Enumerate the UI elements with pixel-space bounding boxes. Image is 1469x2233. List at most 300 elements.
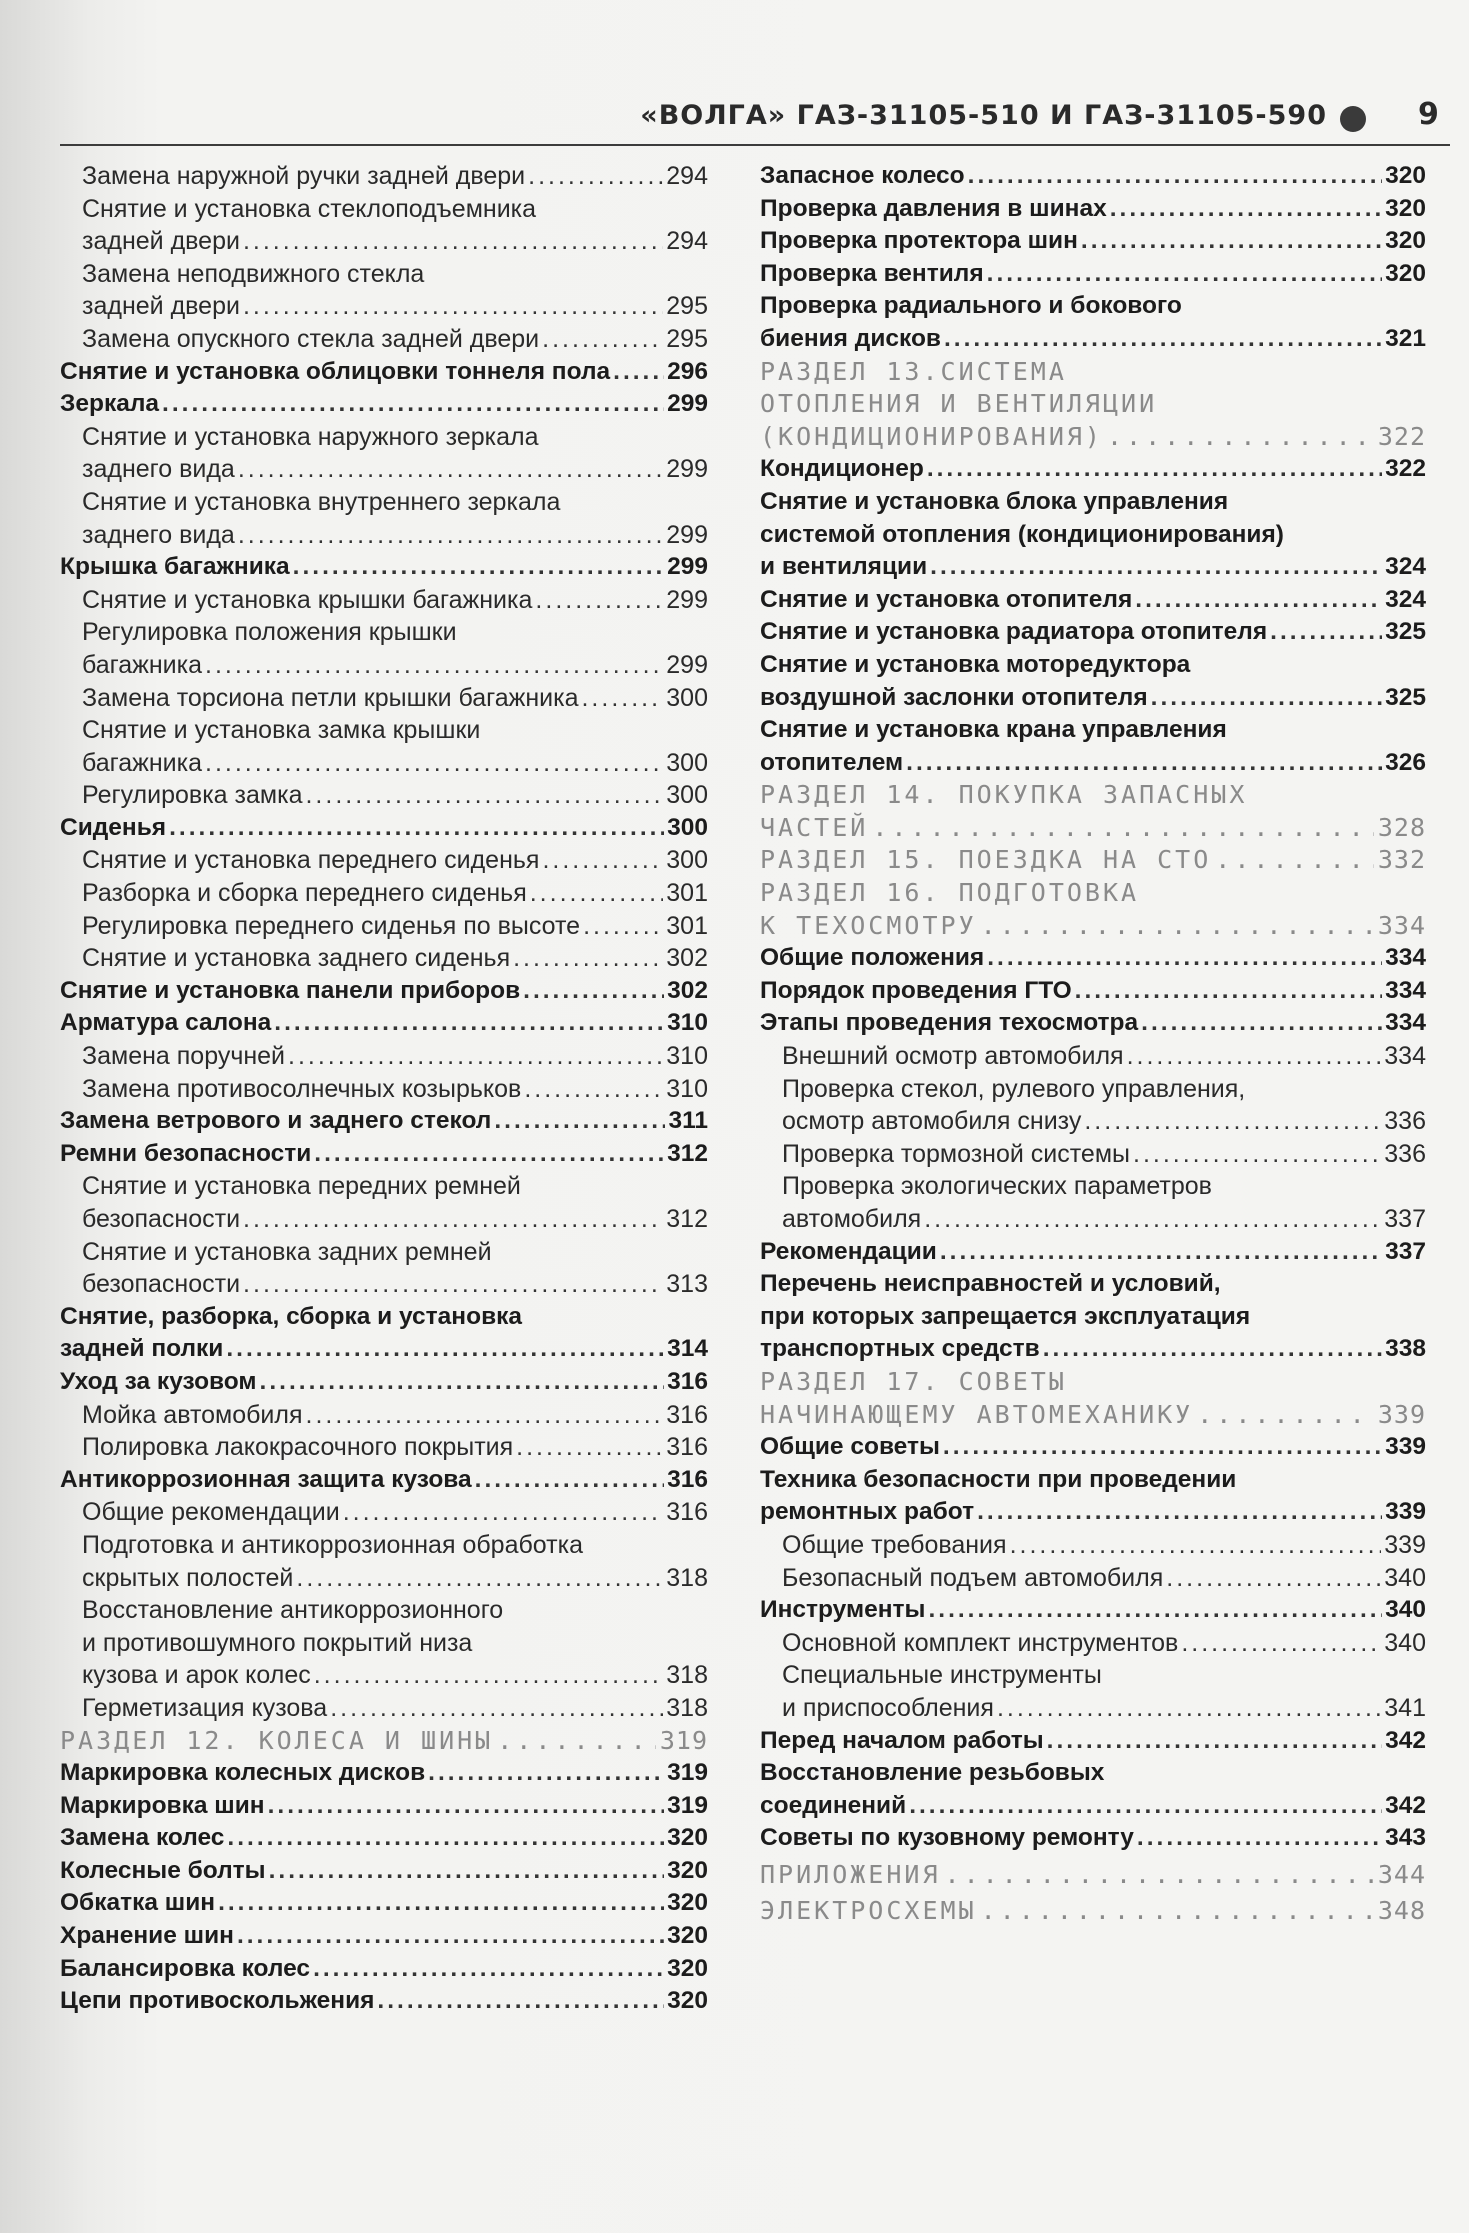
toc-page-number: 295	[666, 292, 708, 321]
toc-entry[interactable]	[760, 1496, 1426, 1529]
toc-subentry[interactable]	[60, 453, 708, 486]
toc-dot-leader	[205, 747, 663, 780]
toc-entry[interactable]	[760, 1464, 1426, 1497]
toc-entry-title: Цепи противоскольжения	[60, 1987, 375, 2015]
toc-dot-leader	[293, 551, 664, 584]
toc-entry[interactable]	[760, 453, 1426, 486]
toc-entry-title: Проверка стекол, рулевого управления,	[782, 1074, 1246, 1103]
toc-subentry[interactable]	[760, 1203, 1426, 1236]
toc-entry-title: безопасности	[82, 1205, 241, 1233]
toc-section-heading[interactable]	[760, 1859, 1426, 1892]
toc-dot-leader	[162, 388, 664, 421]
toc-dot-leader	[1181, 1627, 1381, 1660]
toc-subentry[interactable]	[60, 1170, 708, 1203]
toc-subentry[interactable]	[60, 779, 708, 812]
toc-dot-leader	[528, 160, 663, 193]
toc-page-number: 299	[666, 650, 708, 679]
toc-entry-title: Обкатка шин	[60, 1889, 216, 1917]
toc-subentry[interactable]	[60, 747, 708, 780]
toc-entry-title: Общие рекомендации	[82, 1498, 340, 1527]
toc-page-number: 320	[667, 1824, 708, 1852]
header-bullet-icon	[1340, 106, 1366, 132]
toc-dot-leader	[583, 910, 663, 943]
toc-page-number: 316	[667, 1367, 708, 1395]
toc-entry[interactable]	[760, 649, 1426, 682]
toc-dot-leader	[305, 779, 663, 812]
toc-dot-leader	[205, 649, 663, 682]
toc-entry-title: Проверка давления в шинах	[760, 194, 1107, 222]
toc-entry-title: Инструменты	[760, 1596, 926, 1624]
toc-dot-leader	[944, 323, 1382, 356]
toc-page-number: 318	[666, 1563, 708, 1592]
toc-subentry[interactable]	[60, 714, 708, 747]
toc-entry[interactable]	[760, 551, 1426, 584]
toc-entry-title: Снятие и установка заднего сиденья	[82, 944, 511, 973]
toc-entry-title: Замена неподвижного стекла	[82, 259, 425, 288]
toc-dot-leader	[1166, 1562, 1381, 1595]
toc-dot-leader	[945, 1859, 1374, 1892]
toc-dot-leader	[268, 1790, 665, 1823]
toc-entry[interactable]	[760, 975, 1426, 1008]
toc-entry-title: Снятие и установка переднего сиденья	[82, 846, 540, 875]
toc-dot-leader	[1141, 1007, 1382, 1040]
toc-section-heading[interactable]	[760, 356, 1426, 389]
toc-page-number: 320	[667, 1954, 708, 1982]
toc-page-number: 325	[1385, 683, 1426, 711]
toc-section-heading[interactable]	[760, 844, 1426, 877]
toc-entry[interactable]	[60, 1855, 708, 1888]
toc-subentry[interactable]	[760, 1659, 1426, 1692]
toc-dot-leader	[1215, 844, 1374, 877]
toc-dot-leader	[243, 225, 663, 258]
toc-dot-leader	[530, 877, 664, 910]
toc-section-heading[interactable]	[760, 1366, 1426, 1399]
toc-entry-title: Перед началом работы	[760, 1726, 1044, 1754]
toc-subentry[interactable]	[760, 1170, 1426, 1203]
toc-entry-title: Разборка и сборка переднего сиденья	[82, 879, 527, 908]
toc-entry[interactable]	[760, 1822, 1426, 1855]
toc-entry-title: Замена колес	[60, 1824, 225, 1852]
toc-entry[interactable]	[760, 1725, 1426, 1758]
toc-dot-leader	[535, 584, 663, 617]
toc-entry-title: Колесные болты	[60, 1856, 266, 1884]
toc-entry-title: задней полки	[60, 1335, 224, 1363]
toc-subentry[interactable]	[60, 1692, 708, 1725]
toc-subentry[interactable]	[60, 519, 708, 552]
toc-dot-leader	[475, 1464, 664, 1497]
toc-entry[interactable]	[760, 225, 1426, 258]
toc-dot-leader	[243, 290, 663, 323]
toc-entry[interactable]	[760, 258, 1426, 291]
toc-page-number: 300	[666, 683, 708, 712]
toc-subentry[interactable]	[60, 942, 708, 975]
toc-dot-leader	[1110, 193, 1382, 226]
toc-entry[interactable]	[60, 975, 708, 1008]
toc-page-number: 340	[1385, 1596, 1426, 1624]
toc-entry-title: и противошумного покрытий низа	[82, 1628, 473, 1657]
toc-entry[interactable]	[60, 1105, 708, 1138]
toc-dot-leader	[987, 258, 1382, 291]
toc-entry[interactable]	[60, 1953, 708, 1986]
toc-dot-leader	[238, 453, 663, 486]
toc-dot-leader	[981, 1895, 1374, 1928]
toc-page-number: 299	[667, 553, 708, 581]
toc-entry-title: и вентиляции	[760, 553, 928, 581]
toc-dot-leader	[1127, 1040, 1382, 1073]
toc-subentry[interactable]	[760, 1529, 1426, 1562]
toc-entry[interactable]	[760, 486, 1426, 519]
toc-entry[interactable]	[760, 1757, 1426, 1790]
toc-entry-title: Общие требования	[782, 1530, 1007, 1559]
toc-page-number: 316	[666, 1498, 708, 1527]
toc-entry-title: осмотр автомобиля снизу	[782, 1107, 1082, 1136]
page-number: 9	[1418, 97, 1439, 132]
toc-page-number: 340	[1384, 1628, 1426, 1657]
toc-entry[interactable]	[60, 388, 708, 421]
toc-section-heading[interactable]	[760, 812, 1426, 845]
toc-page-number: 319	[659, 1725, 708, 1755]
toc-entry[interactable]	[760, 193, 1426, 226]
toc-entry-title: соединений	[760, 1791, 907, 1819]
toc-entry[interactable]	[60, 1301, 708, 1334]
toc-page-number: 337	[1385, 1237, 1426, 1265]
toc-dot-leader	[928, 1594, 1382, 1627]
toc-entry[interactable]	[760, 584, 1426, 617]
toc-subentry[interactable]	[760, 1627, 1426, 1660]
toc-entry-title: Полировка лакокрасочного покрытия	[82, 1433, 514, 1462]
toc-page-number: 336	[1384, 1139, 1426, 1168]
toc-dot-leader	[524, 1073, 663, 1106]
toc-dot-leader	[987, 942, 1382, 975]
toc-entry-title: багажника	[82, 748, 203, 777]
toc-page-number: 342	[1385, 1726, 1426, 1754]
toc-entry[interactable]	[760, 1790, 1426, 1823]
toc-entry[interactable]	[760, 747, 1426, 780]
toc-entry-title: Безопасный подъем автомобиля	[782, 1563, 1164, 1592]
toc-entry-title: Замена поручней	[82, 1042, 286, 1071]
toc-entry-title: Уход за кузовом	[60, 1367, 257, 1395]
toc-entry[interactable]	[60, 1333, 708, 1366]
toc-page-number: 340	[1384, 1563, 1426, 1592]
toc-section-heading[interactable]	[760, 779, 1426, 812]
toc-page-number: 314	[667, 1335, 708, 1363]
toc-entry-title: Хранение шин	[60, 1922, 234, 1950]
toc-entry-title: Снятие и установка стеклоподъемника	[82, 194, 537, 223]
toc-subentry[interactable]	[60, 225, 708, 258]
toc-entry[interactable]	[60, 812, 708, 845]
toc-dot-leader	[314, 1138, 664, 1171]
toc-section-heading[interactable]	[760, 877, 1426, 910]
toc-entry-title: ОТОПЛЕНИЯ И ВЕНТИЛЯЦИИ	[760, 389, 1158, 419]
toc-dot-leader	[243, 1203, 663, 1236]
toc-page-number: 348	[1377, 1896, 1426, 1926]
toc-subentry[interactable]	[60, 421, 708, 454]
toc-dot-leader	[169, 812, 664, 845]
toc-entry[interactable]	[760, 1333, 1426, 1366]
toc-subentry[interactable]	[60, 1659, 708, 1692]
toc-page-number: 318	[666, 1693, 708, 1722]
toc-page-number: 344	[1377, 1859, 1426, 1889]
toc-page-number: 321	[1385, 324, 1426, 352]
toc-dot-leader	[1047, 1725, 1382, 1758]
toc-entry[interactable]	[760, 616, 1426, 649]
toc-dot-leader	[542, 323, 663, 356]
toc-page-number: 320	[667, 1856, 708, 1884]
toc-dot-leader	[306, 1399, 664, 1432]
toc-page-number: 332	[1377, 845, 1426, 875]
toc-subentry[interactable]	[60, 1431, 708, 1464]
toc-page-number: 299	[666, 455, 708, 484]
toc-page-number: 320	[667, 1922, 708, 1950]
toc-entry-title: биения дисков	[760, 324, 941, 352]
toc-entry[interactable]	[760, 519, 1426, 552]
toc-dot-leader	[1270, 616, 1382, 649]
toc-entry[interactable]	[60, 551, 708, 584]
toc-page-number: 326	[1385, 748, 1426, 776]
toc-entry[interactable]	[760, 1301, 1426, 1334]
toc-page-number: 299	[666, 520, 708, 549]
toc-dot-leader	[314, 1659, 664, 1692]
toc-page-number: 319	[667, 1759, 708, 1787]
toc-entry[interactable]	[760, 942, 1426, 975]
toc-entry[interactable]	[60, 1920, 708, 1953]
toc-entry-title: Регулировка замка	[82, 781, 303, 810]
toc-subentry[interactable]	[60, 910, 708, 943]
toc-page-number: 294	[666, 227, 708, 256]
toc-dot-leader	[930, 551, 1382, 584]
toc-entry-title: РАЗДЕЛ 17. СОВЕТЫ	[760, 1366, 1067, 1396]
toc-entry-title: Подготовка и антикоррозионная обработка	[82, 1530, 583, 1559]
toc-dot-leader	[1107, 421, 1374, 454]
toc-dot-leader	[226, 1333, 664, 1366]
toc-entry-title: транспортных средств	[760, 1335, 1040, 1363]
toc-dot-leader	[1135, 584, 1382, 617]
toc-dot-leader	[981, 910, 1374, 943]
toc-entry-title: скрытых полостей	[82, 1563, 294, 1592]
toc-section-heading[interactable]	[760, 1399, 1426, 1432]
toc-entry-title: Замена ветрового и заднего стекол	[60, 1107, 492, 1135]
toc-section-heading[interactable]	[760, 421, 1426, 454]
toc-page-number: 302	[667, 976, 708, 1004]
toc-subentry[interactable]	[60, 1203, 708, 1236]
toc-entry-title: Проверка экологических параметров	[782, 1172, 1212, 1201]
toc-entry-title: ремонтных работ	[760, 1498, 975, 1526]
toc-subentry[interactable]	[60, 193, 708, 226]
toc-subentry[interactable]	[60, 290, 708, 323]
toc-subentry[interactable]	[760, 1692, 1426, 1725]
toc-entry-title: Снятие и установка передних ремней	[82, 1172, 521, 1201]
toc-section-heading[interactable]	[760, 1895, 1426, 1928]
toc-entry-title: заднего вида	[82, 520, 235, 549]
toc-page-number: 322	[1385, 455, 1426, 483]
toc-page-number: 320	[1385, 227, 1426, 255]
toc-dot-leader	[288, 1040, 663, 1073]
toc-dot-leader	[238, 519, 663, 552]
toc-section-heading[interactable]	[60, 1725, 708, 1758]
toc-subentry[interactable]	[60, 160, 708, 193]
toc-entry[interactable]	[760, 714, 1426, 747]
toc-dot-leader	[1133, 1138, 1381, 1171]
toc-subentry[interactable]	[760, 1040, 1426, 1073]
toc-dot-leader	[227, 1822, 664, 1855]
toc-entry[interactable]	[60, 356, 708, 389]
toc-subentry[interactable]	[60, 616, 708, 649]
toc-dot-leader	[872, 812, 1374, 845]
toc-dot-leader	[237, 1920, 664, 1953]
toc-entry-title: Снятие и установка задних ремней	[82, 1237, 492, 1266]
toc-page-number: 325	[1385, 618, 1426, 646]
toc-subentry[interactable]	[60, 1268, 708, 1301]
toc-entry[interactable]	[760, 323, 1426, 356]
toc-subentry[interactable]	[760, 1562, 1426, 1595]
toc-subentry[interactable]	[60, 1040, 708, 1073]
toc-section-heading[interactable]	[760, 388, 1426, 421]
toc-entry-title: Общие положения	[760, 944, 985, 972]
toc-entry-title: Балансировка колес	[60, 1954, 311, 1982]
toc-entry-title: Снятие и установка блока управления	[760, 487, 1229, 515]
toc-subentry[interactable]	[60, 1073, 708, 1106]
toc-subentry[interactable]	[60, 1562, 708, 1595]
toc-entry-title: задней двери	[82, 292, 240, 321]
running-header-title: «ВОЛГА» ГАЗ-31105-510 И ГАЗ-31105-590	[640, 100, 1327, 131]
toc-entry-title: Перечень неисправностей и условий,	[760, 1270, 1221, 1298]
toc-entry-title: Антикоррозионная защита кузова	[60, 1465, 472, 1493]
toc-subentry[interactable]	[60, 258, 708, 291]
toc-page-number: 338	[1385, 1335, 1426, 1363]
toc-page-number: 313	[666, 1270, 708, 1299]
toc-page-number: 300	[666, 748, 708, 777]
toc-entry[interactable]	[760, 290, 1426, 323]
toc-subentry[interactable]	[60, 323, 708, 356]
toc-entry-title: Советы по кузовному ремонту	[760, 1824, 1134, 1852]
toc-dot-leader	[497, 1725, 656, 1758]
toc-dot-leader	[513, 942, 663, 975]
toc-entry-title: Арматура салона	[60, 1009, 272, 1037]
toc-entry-title: Снятие и установка панели приборов	[60, 976, 521, 1004]
toc-dot-leader	[927, 453, 1382, 486]
toc-entry[interactable]	[60, 1138, 708, 1171]
toc-entry-title: Снятие и установка крана управления	[760, 716, 1227, 744]
toc-dot-leader	[943, 1431, 1382, 1464]
toc-subentry[interactable]	[760, 1138, 1426, 1171]
toc-entry-title: отопителем	[760, 748, 904, 776]
toc-page-number: 341	[1384, 1693, 1426, 1722]
toc-dot-leader	[516, 1431, 663, 1464]
toc-page-number: 334	[1385, 976, 1426, 1004]
toc-entry-title: Проверка протектора шин	[760, 227, 1078, 255]
toc-page-number: 312	[666, 1205, 708, 1233]
toc-entry-title: Регулировка переднего сиденья по высоте	[82, 911, 581, 940]
toc-subentry[interactable]	[60, 649, 708, 682]
toc-subentry[interactable]	[60, 1529, 708, 1562]
toc-entry-title: багажника	[82, 650, 203, 679]
toc-entry[interactable]	[60, 1007, 708, 1040]
toc-dot-leader	[274, 1007, 664, 1040]
toc-dot-leader	[428, 1757, 664, 1790]
toc-entry-title: Мойка автомобиля	[82, 1400, 303, 1429]
toc-page-number: 339	[1384, 1530, 1426, 1559]
header-rule	[60, 144, 1450, 146]
toc-entry[interactable]	[60, 1464, 708, 1497]
toc-entry-title: Общие советы	[760, 1433, 940, 1461]
toc-page-number: 324	[1385, 553, 1426, 581]
toc-dot-leader	[1084, 1105, 1381, 1138]
toc-subentry[interactable]	[60, 877, 708, 910]
toc-entry-title: РАЗДЕЛ 12. КОЛЕСА И ШИНЫ	[60, 1725, 494, 1755]
toc-entry[interactable]	[60, 1887, 708, 1920]
toc-subentry[interactable]	[60, 1236, 708, 1269]
toc-subentry[interactable]	[60, 1496, 708, 1529]
toc-subentry[interactable]	[60, 1399, 708, 1432]
toc-page-number: 343	[1385, 1824, 1426, 1852]
toc-entry[interactable]	[60, 1790, 708, 1823]
toc-entry-title: Герметизация кузова	[82, 1693, 328, 1722]
toc-subentry[interactable]	[60, 486, 708, 519]
toc-subentry[interactable]	[760, 1105, 1426, 1138]
toc-entry-title: Основной комплект инструментов	[782, 1628, 1179, 1657]
toc-entry-title: системой отопления (кондиционирования)	[760, 520, 1284, 548]
toc-subentry[interactable]	[60, 1594, 708, 1627]
toc-page-number: 322	[1377, 421, 1426, 451]
toc-entry[interactable]	[760, 160, 1426, 193]
toc-entry-title: Техника безопасности при проведении	[760, 1465, 1237, 1493]
toc-entry-title: Замена наружной ручки задней двери	[82, 162, 526, 190]
toc-entry-title: автомобиля	[782, 1205, 922, 1233]
toc-entry-title: Проверка тормозной системы	[782, 1139, 1130, 1168]
toc-subentry[interactable]	[60, 682, 708, 715]
toc-dot-leader	[330, 1692, 663, 1725]
toc-entry[interactable]	[760, 1268, 1426, 1301]
toc-dot-leader	[260, 1366, 665, 1399]
toc-subentry[interactable]	[60, 844, 708, 877]
toc-entry[interactable]	[60, 1757, 708, 1790]
toc-page-number: 339	[1385, 1433, 1426, 1461]
toc-entry[interactable]	[760, 1236, 1426, 1269]
toc-entry-title: Снятие и установка крышки багажника	[82, 585, 533, 614]
toc-dot-leader	[1137, 1822, 1382, 1855]
toc-entry-title: РАЗДЕЛ 14. ПОКУПКА ЗАПАСНЫХ	[760, 780, 1248, 810]
toc-dot-leader	[909, 1790, 1382, 1823]
toc-entry[interactable]	[760, 1431, 1426, 1464]
toc-page-number: 295	[666, 324, 708, 353]
toc-page-number: 318	[666, 1661, 708, 1690]
toc-subentry[interactable]	[60, 1627, 708, 1660]
toc-entry-title: Зеркала	[60, 390, 160, 418]
toc-entry[interactable]	[60, 1985, 708, 2018]
toc-page-number: 316	[667, 1465, 708, 1493]
toc-page-number: 339	[1377, 1399, 1426, 1429]
toc-entry-title: Восстановление антикоррозионного	[82, 1596, 504, 1625]
toc-entry[interactable]	[760, 1594, 1426, 1627]
toc-entry-title: Регулировка положения крышки	[82, 618, 457, 647]
toc-entry-title: Снятие и установка замка крышки	[82, 716, 481, 745]
toc-entry[interactable]	[760, 682, 1426, 715]
toc-entry-title: Ремни безопасности	[60, 1139, 312, 1167]
toc-subentry[interactable]	[760, 1073, 1426, 1106]
toc-entry[interactable]	[60, 1366, 708, 1399]
toc-page-number: 324	[1385, 585, 1426, 613]
toc-subentry[interactable]	[60, 584, 708, 617]
toc-dot-leader	[997, 1692, 1381, 1725]
toc-entry-title: Маркировка шин	[60, 1791, 265, 1819]
toc-section-heading[interactable]	[760, 910, 1426, 943]
toc-entry[interactable]	[60, 1822, 708, 1855]
toc-dot-leader	[924, 1203, 1381, 1236]
toc-dot-leader	[1197, 1399, 1374, 1432]
toc-entry-title: ПРИЛОЖЕНИЯ	[760, 1859, 941, 1889]
toc-entry-title: РАЗДЕЛ 16. ПОДГОТОВКА	[760, 878, 1140, 908]
toc-entry[interactable]	[760, 1007, 1426, 1040]
